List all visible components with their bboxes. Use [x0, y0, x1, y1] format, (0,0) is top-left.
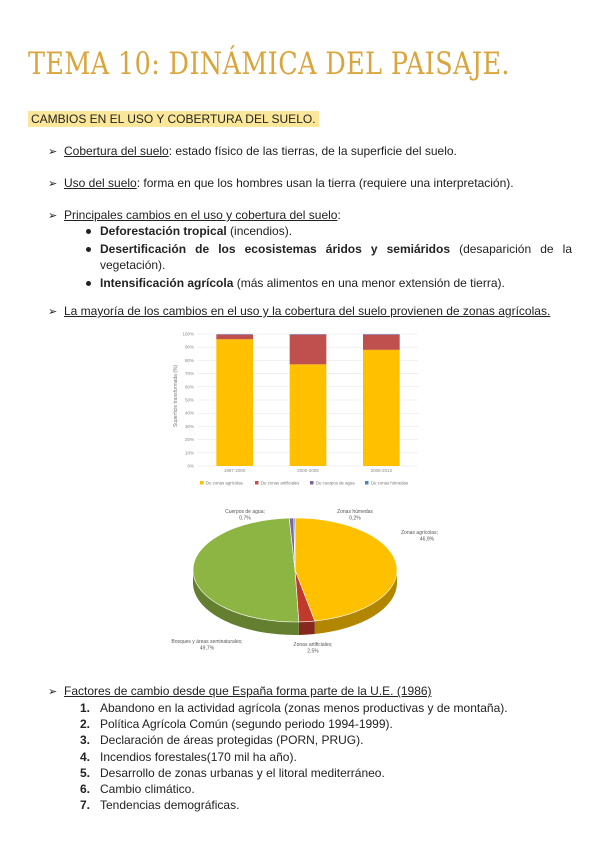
term-principales: Principales cambios en el uso y cobertura del suelo: [64, 208, 338, 222]
legend-swatch: [255, 481, 259, 485]
bullet-dot-icon: [86, 247, 91, 252]
y-tick-label: 10%: [184, 450, 194, 456]
legend-swatch: [365, 481, 369, 485]
y-tick-label: 50%: [184, 397, 194, 403]
pie-slice-label: Zonas artificiales;: [293, 642, 333, 648]
pie-slice-value: 2,5%: [307, 648, 319, 655]
list-item: [80, 716, 508, 732]
list-number: 2.: [80, 717, 91, 732]
list-item: [80, 749, 508, 765]
change-bold: Deforestación tropical: [100, 224, 227, 238]
changes-list: [86, 223, 572, 293]
pie-slice-label: Zonas húmedas: [337, 509, 373, 515]
y-tick-label: 30%: [184, 423, 194, 429]
list-item: [80, 700, 508, 716]
list-item: [86, 223, 572, 239]
x-tick-label: 1987-2000: [223, 468, 246, 473]
legend-label: De zonas artificiales: [261, 480, 300, 486]
pie-slice-side: [299, 621, 315, 635]
pie-slice-value: 46,9%: [419, 536, 435, 543]
list-text: Abandono en la actividad agrícola (zonas menos productivas y de montaña).: [100, 701, 508, 715]
list-item: [80, 765, 508, 781]
pie-slice-value: 0,7%: [239, 515, 251, 522]
change-bold: Intensificación agrícola: [100, 276, 234, 290]
bar-segment: [290, 364, 327, 466]
x-axis-ticks: [224, 468, 393, 473]
bar-segment: [290, 335, 327, 365]
y-tick-label: 80%: [184, 357, 194, 363]
bullet-cobertura: [48, 144, 457, 158]
list-text: Tendencias demográficas.: [100, 798, 240, 813]
list-number: 7.: [80, 798, 91, 813]
bar-segment: [216, 335, 253, 340]
def-principales: :: [337, 208, 341, 222]
def-cobertura: : estado físico de las tierras, de la superficie del suelo.: [168, 144, 457, 158]
list-number: 6.: [80, 782, 91, 797]
pie-chart: [145, 500, 445, 660]
y-tick-label: 40%: [184, 410, 194, 416]
bullet-principales: [48, 208, 341, 222]
arrow-bullet-icon: ➢: [48, 306, 58, 318]
list-item: [86, 241, 572, 273]
legend-label: De zonas agrícolas: [206, 480, 243, 486]
legend-label: De cuerpos de agua: [316, 480, 355, 486]
change-bold: Desertificación de los ecosistemas áridos y semiáridos: [100, 242, 450, 256]
list-item: [80, 732, 508, 748]
factors-list: [80, 700, 508, 813]
y-tick-label: 20%: [184, 437, 194, 443]
term-cobertura: Cobertura del suelo: [64, 144, 169, 158]
y-tick-label: 70%: [184, 371, 194, 377]
list-number: 4.: [80, 749, 91, 764]
bar-segment: [363, 335, 400, 350]
list-text: Cambio climático.: [100, 782, 195, 797]
y-tick-label: 0%: [187, 463, 194, 469]
bullet-dot-icon: [86, 281, 91, 286]
list-item: [86, 275, 572, 291]
factores-text: Factores de cambio desde que España forma parte de la U.E. (1986): [64, 684, 432, 698]
arrow-bullet-icon: ➢: [48, 178, 58, 190]
list-number: 5.: [80, 765, 91, 780]
page-title: TEMA 10: DINÁMICA DEL PAISAJE.: [28, 46, 510, 82]
y-tick-label: 100%: [182, 331, 194, 337]
y-tick-label: 90%: [184, 344, 194, 350]
bullet-dot-icon: [86, 229, 91, 234]
x-tick-label: 2000-2005: [297, 468, 319, 473]
y-tick-label: 60%: [184, 384, 194, 390]
list-item: [80, 781, 508, 797]
bullet-factores: [48, 684, 432, 698]
change-rest: (más alimentos en una menor extensión de tierra).: [233, 276, 505, 290]
list-number: 3.: [80, 733, 91, 748]
pie-slice-value: 0,2%: [349, 515, 361, 522]
list-text: Declaración de áreas protegidas (PORN, PRUG).: [100, 733, 364, 748]
legend-label: De zonas húmedas: [371, 480, 409, 486]
change-rest: (incendios).: [226, 224, 293, 238]
bars: [216, 334, 399, 466]
legend-swatch: [200, 481, 204, 485]
x-tick-label: 2005-2012: [370, 468, 393, 473]
arrow-bullet-icon: ➢: [48, 686, 58, 698]
bullet-mayoria: [48, 304, 550, 318]
def-uso: : forma en que los hombres usan la tierra (requiere una interpretación).: [136, 176, 514, 190]
change-rest: (desaparición de la vegetación).: [100, 242, 572, 272]
list-text: Política Agrícola Común (segundo periodo 1994-1999).: [100, 717, 393, 732]
arrow-bullet-icon: ➢: [48, 210, 58, 222]
bullet-uso: [48, 176, 514, 190]
mayoria-text: La mayoría de los cambios en el uso y la cobertura del suelo provienen de zonas agrícolas.: [64, 304, 551, 318]
section-subtitle: CAMBIOS EN EL USO Y COBERTURA DEL SUELO.: [28, 111, 319, 127]
stacked-bar-chart: [170, 326, 420, 494]
pie-slice-label: Cuerpos de agua;: [225, 509, 265, 515]
y-axis-label: Superficie transformada (%): [173, 364, 179, 428]
pie-slice-label: Bosques y áreas seminaturales;: [171, 639, 243, 645]
pie-slice-label: Zonas agrícolas;: [401, 530, 438, 536]
arrow-bullet-icon: ➢: [48, 146, 58, 158]
list-item: [80, 797, 508, 813]
bar-segment: [216, 339, 253, 466]
list-text: Incendios forestales(170 mil ha año).: [100, 749, 297, 764]
pie-slice-value: 49,7%: [199, 645, 215, 652]
chart-legend: [200, 480, 408, 485]
term-uso: Uso del suelo: [64, 176, 137, 190]
bar-segment: [363, 350, 400, 466]
list-number: 1.: [80, 701, 91, 715]
pie-slices: [193, 515, 397, 622]
legend-swatch: [310, 481, 314, 485]
list-text: Desarrollo de zonas urbanas y el litoral mediterráneo.: [100, 765, 385, 780]
